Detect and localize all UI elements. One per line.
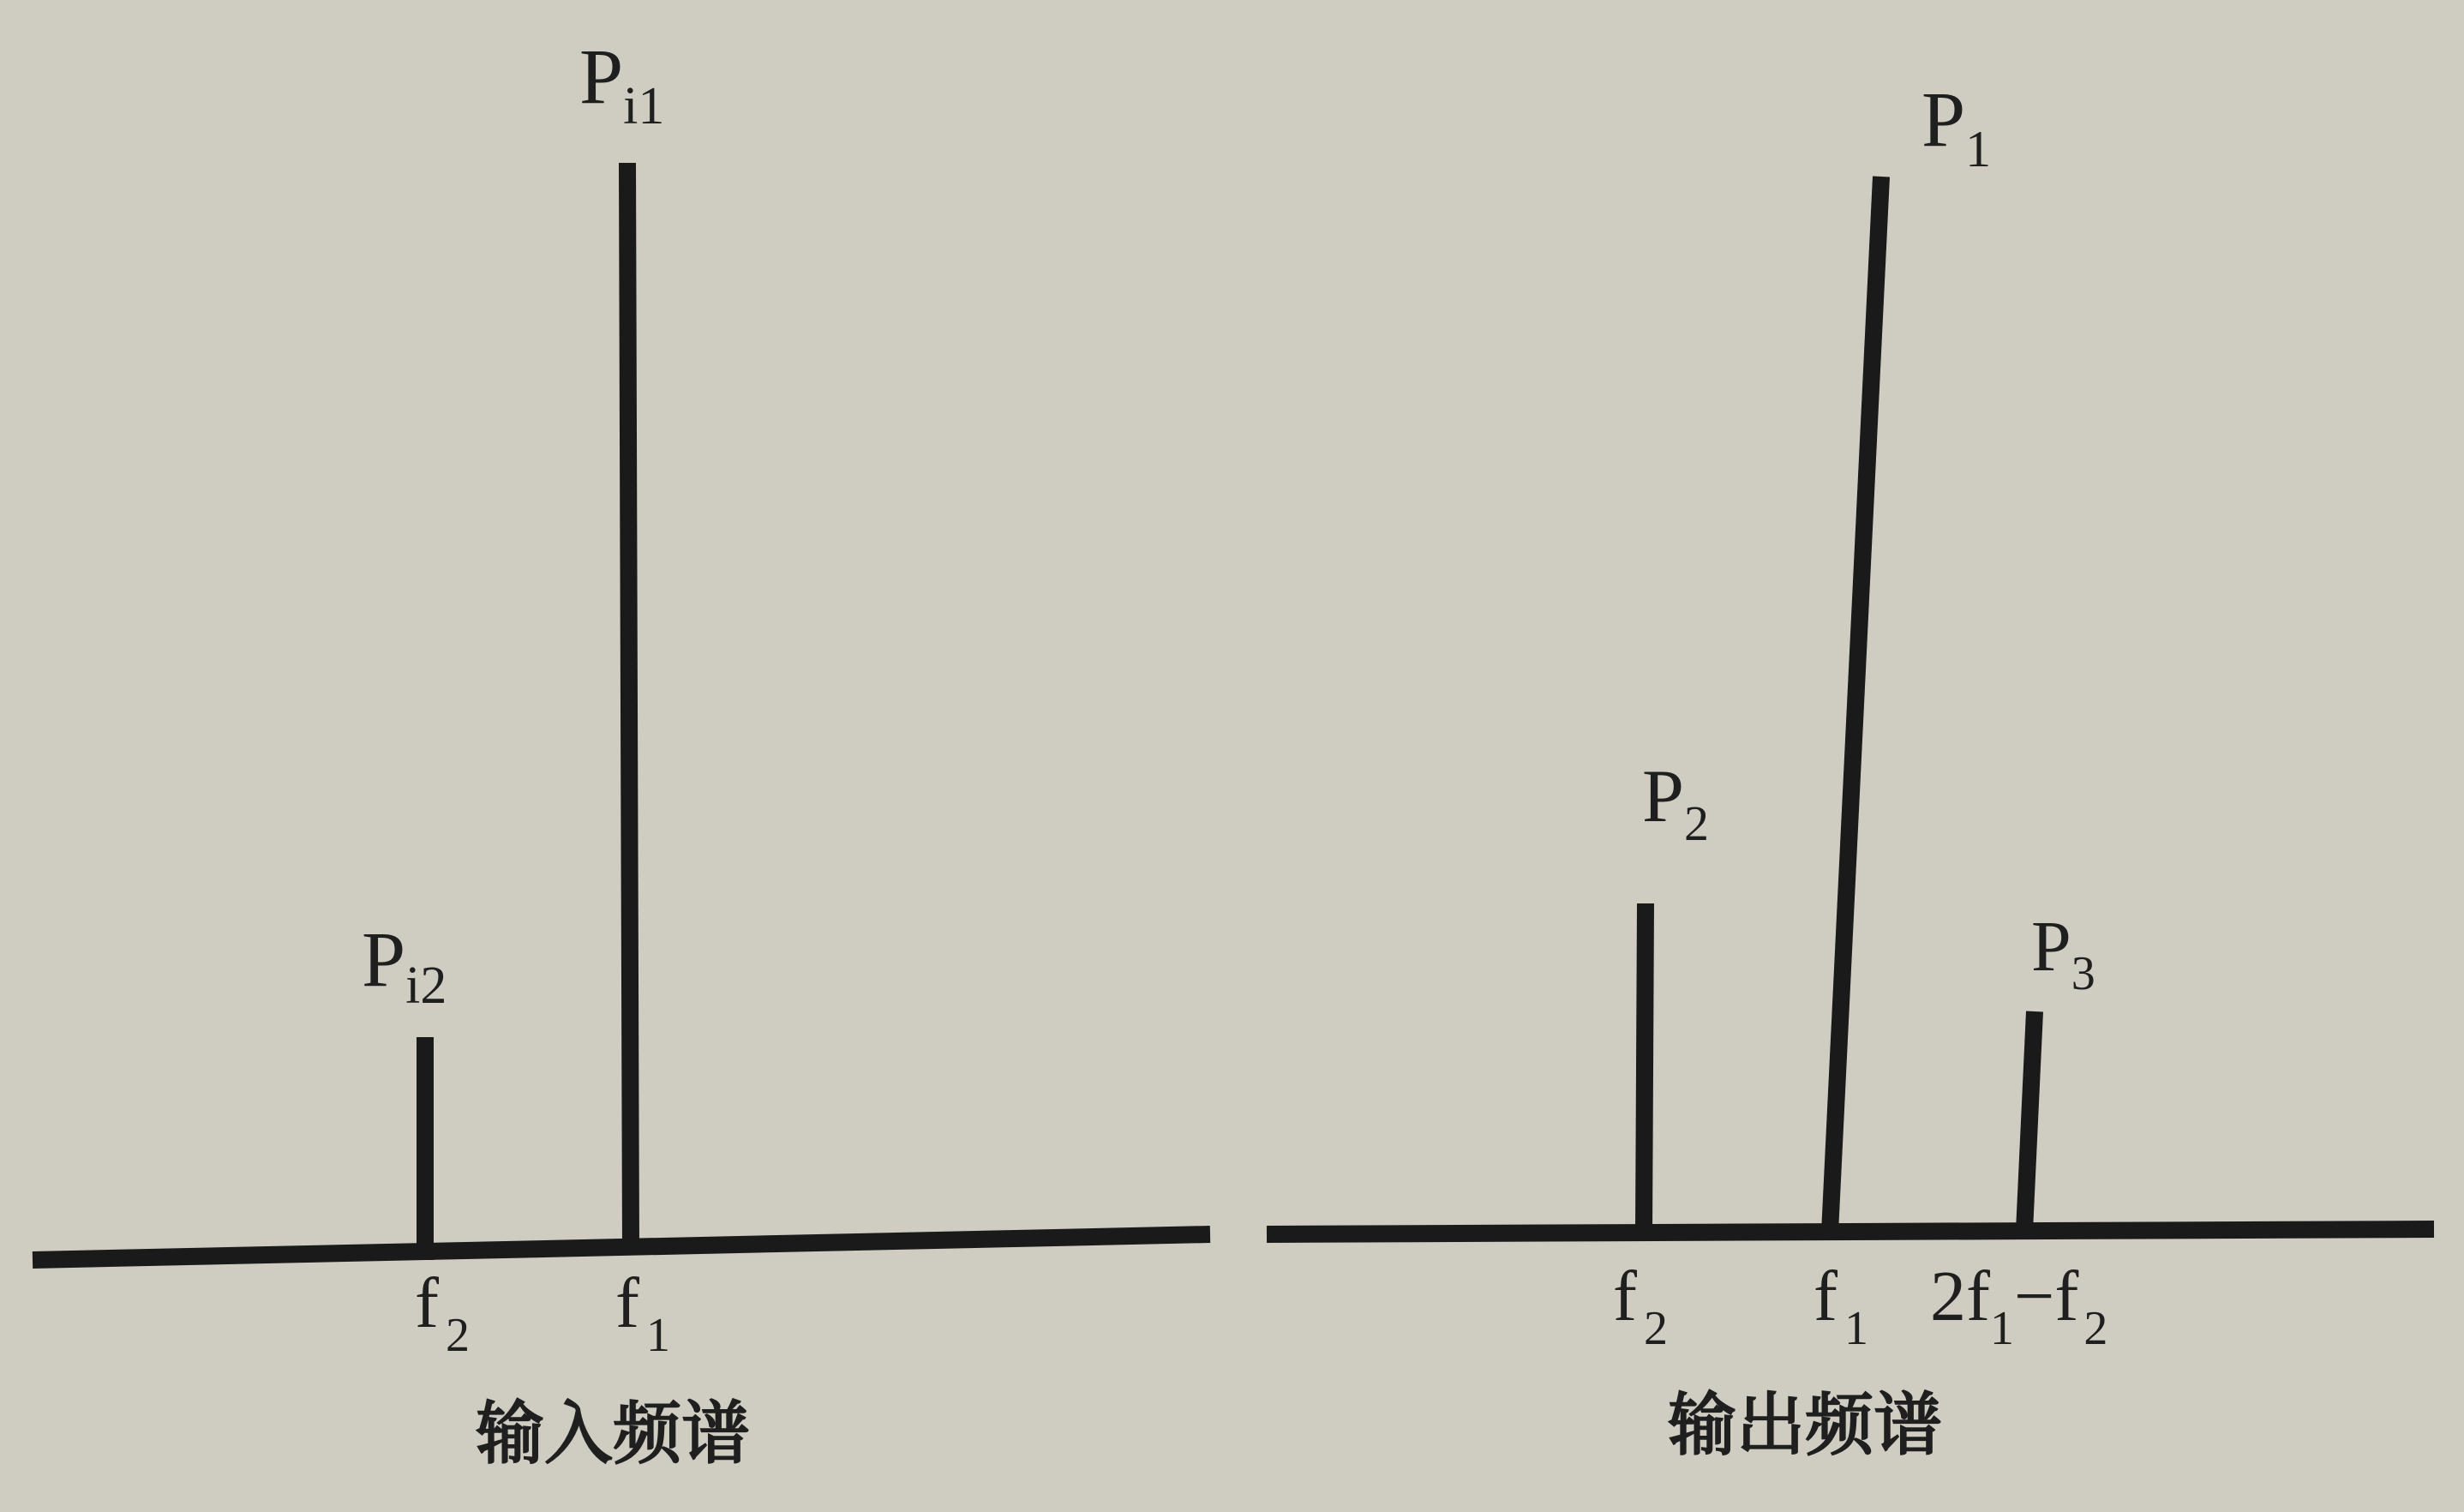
input-tick-f2: f $_2$ <box>415 1263 470 1362</box>
output-caption: 输出频谱 <box>1668 1385 1942 1465</box>
output-line-f2 <box>1644 903 1646 1234</box>
output-label-p2: $P_2$ <box>1642 755 1709 851</box>
output-tick-2f1-f2: $2f_1-f$ $_2$ <box>1930 1257 2108 1355</box>
input-caption: 输入频谱 <box>476 1394 750 1473</box>
output-baseline <box>1267 1229 2434 1234</box>
output-tick-f1: f $_1$ <box>1814 1257 1868 1355</box>
input-label-pi2: $P_{i2}$ <box>362 915 447 1015</box>
output-label-p3: $P_3$ <box>2031 907 2095 1000</box>
output-line-2f1-f2 <box>2024 1011 2035 1231</box>
output-label-p1: $P_1$ <box>1921 75 1992 177</box>
input-line-f1 <box>627 163 631 1251</box>
input-label-pi1: $P_{i1}$ <box>579 33 665 135</box>
input-tick-f1: f $_1$ <box>615 1263 670 1362</box>
output-tick-f2: f $_2$ <box>1613 1257 1668 1355</box>
